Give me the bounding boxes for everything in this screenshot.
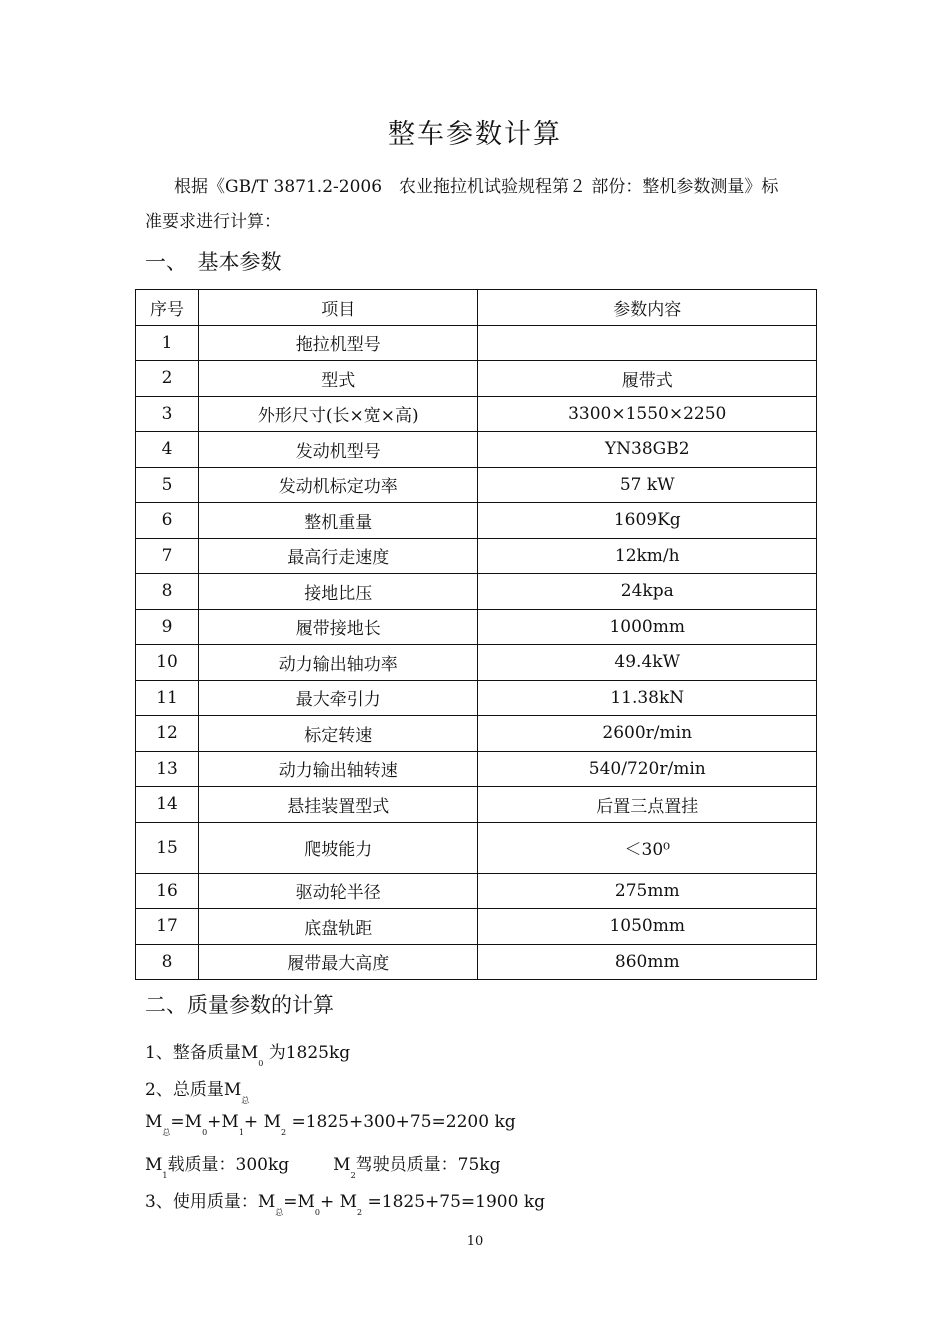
- row-item: 履带接地长: [199, 609, 478, 645]
- row-item: 发动机型号: [199, 432, 478, 468]
- row-index: 11: [136, 680, 199, 716]
- row-value: YN38GB2: [478, 432, 817, 468]
- row-value: ＜30⁰: [478, 822, 817, 873]
- table-header-row: [136, 290, 817, 326]
- row-index: 10: [136, 645, 199, 681]
- row-item: 爬坡能力: [199, 822, 478, 873]
- intro-text-line-1: 根据《GB/T 3871.2-2006 农业拖拉机试验规程第２ 部份：整机参数测量》标: [174, 177, 779, 197]
- row-value: 12km/h: [478, 538, 817, 574]
- row-index: 8: [136, 944, 199, 980]
- row-value: 3300×1550×2250: [478, 396, 817, 432]
- row-item: 型式: [199, 361, 478, 397]
- calc-line-total-mass: 2、总质量$M_总$: [145, 1080, 250, 1105]
- row-item: 拖拉机型号: [199, 325, 478, 361]
- basic-params-table: [135, 289, 817, 980]
- page-title: 整车参数计算: [388, 119, 562, 150]
- row-value: 24kpa: [478, 574, 817, 610]
- table-row: [136, 680, 817, 716]
- table-row: [136, 645, 817, 681]
- row-value: 1000mm: [478, 609, 817, 645]
- row-index: 16: [136, 873, 199, 909]
- row-value: [478, 325, 817, 361]
- row-index: 6: [136, 503, 199, 539]
- table-row: [136, 944, 817, 980]
- row-item: 悬挂装置型式: [199, 787, 478, 823]
- row-value: 860mm: [478, 944, 817, 980]
- calc-line-service-mass: 3、使用质量：$M_总=M_0+ M_2 =1825+75=1900$ kg: [145, 1192, 546, 1217]
- row-item: 标定转速: [199, 716, 478, 752]
- row-index: 13: [136, 751, 199, 787]
- row-item: 最大牵引力: [199, 680, 478, 716]
- row-item: 驱动轮半径: [199, 873, 478, 909]
- header-value: 参数内容: [478, 290, 817, 326]
- calc-line-curb-mass: 1、整备质量$M_0$ 为1825kg: [145, 1043, 351, 1068]
- row-value: 49.4kW: [478, 645, 817, 681]
- row-index: 15: [136, 822, 199, 873]
- row-item: 动力输出轴功率: [199, 645, 478, 681]
- table-row: [136, 432, 817, 468]
- table-row: [136, 822, 817, 873]
- table-row: [136, 325, 817, 361]
- row-item: 底盘轨距: [199, 909, 478, 945]
- table-row: [136, 609, 817, 645]
- section-heading-basic-params: 一、 基本参数: [145, 250, 282, 274]
- row-index: 14: [136, 787, 199, 823]
- row-item: 发动机标定功率: [199, 467, 478, 503]
- row-index: 1: [136, 325, 199, 361]
- row-value: 1609Kg: [478, 503, 817, 539]
- row-item: 履带最大高度: [199, 944, 478, 980]
- row-item: 动力输出轴转速: [199, 751, 478, 787]
- row-value: 后置三点置挂: [478, 787, 817, 823]
- table-row: [136, 873, 817, 909]
- section-heading-mass-calc: 二、质量参数的计算: [145, 993, 334, 1017]
- row-value: 275mm: [478, 873, 817, 909]
- row-value: 57 kW: [478, 467, 817, 503]
- header-index: 序号: [136, 290, 199, 326]
- table-row: [136, 361, 817, 397]
- row-index: 4: [136, 432, 199, 468]
- row-index: 7: [136, 538, 199, 574]
- table-row: [136, 538, 817, 574]
- row-value: 540/720r/min: [478, 751, 817, 787]
- row-index: 12: [136, 716, 199, 752]
- table-row: [136, 467, 817, 503]
- page-number: 10: [466, 1234, 484, 1249]
- intro-text-line-2: 准要求进行计算：: [145, 212, 281, 232]
- row-index: 8: [136, 574, 199, 610]
- row-index: 2: [136, 361, 199, 397]
- row-value: 1050mm: [478, 909, 817, 945]
- row-item: 外形尺寸(长×宽×高): [199, 396, 478, 432]
- calc-line-load-mass: $M_1$载质量：300kg $M_2$驾驶员质量：75kg: [145, 1155, 501, 1180]
- header-item: 项目: [199, 290, 478, 326]
- row-index: 17: [136, 909, 199, 945]
- row-value: 2600r/min: [478, 716, 817, 752]
- row-value: 履带式: [478, 361, 817, 397]
- calc-line-total-formula: $M_总=M_0+M_1+ M_2 =1825+300+75=2200$ kg: [145, 1112, 516, 1137]
- row-item: 最高行走速度: [199, 538, 478, 574]
- row-index: 5: [136, 467, 199, 503]
- table-row: [136, 716, 817, 752]
- row-value: 11.38kN: [478, 680, 817, 716]
- table-row: [136, 909, 817, 945]
- table-row: [136, 787, 817, 823]
- table-row: [136, 396, 817, 432]
- row-item: 接地比压: [199, 574, 478, 610]
- row-index: 3: [136, 396, 199, 432]
- table-row: [136, 503, 817, 539]
- table-row: [136, 751, 817, 787]
- row-item: 整机重量: [199, 503, 478, 539]
- table-row: [136, 574, 817, 610]
- row-index: 9: [136, 609, 199, 645]
